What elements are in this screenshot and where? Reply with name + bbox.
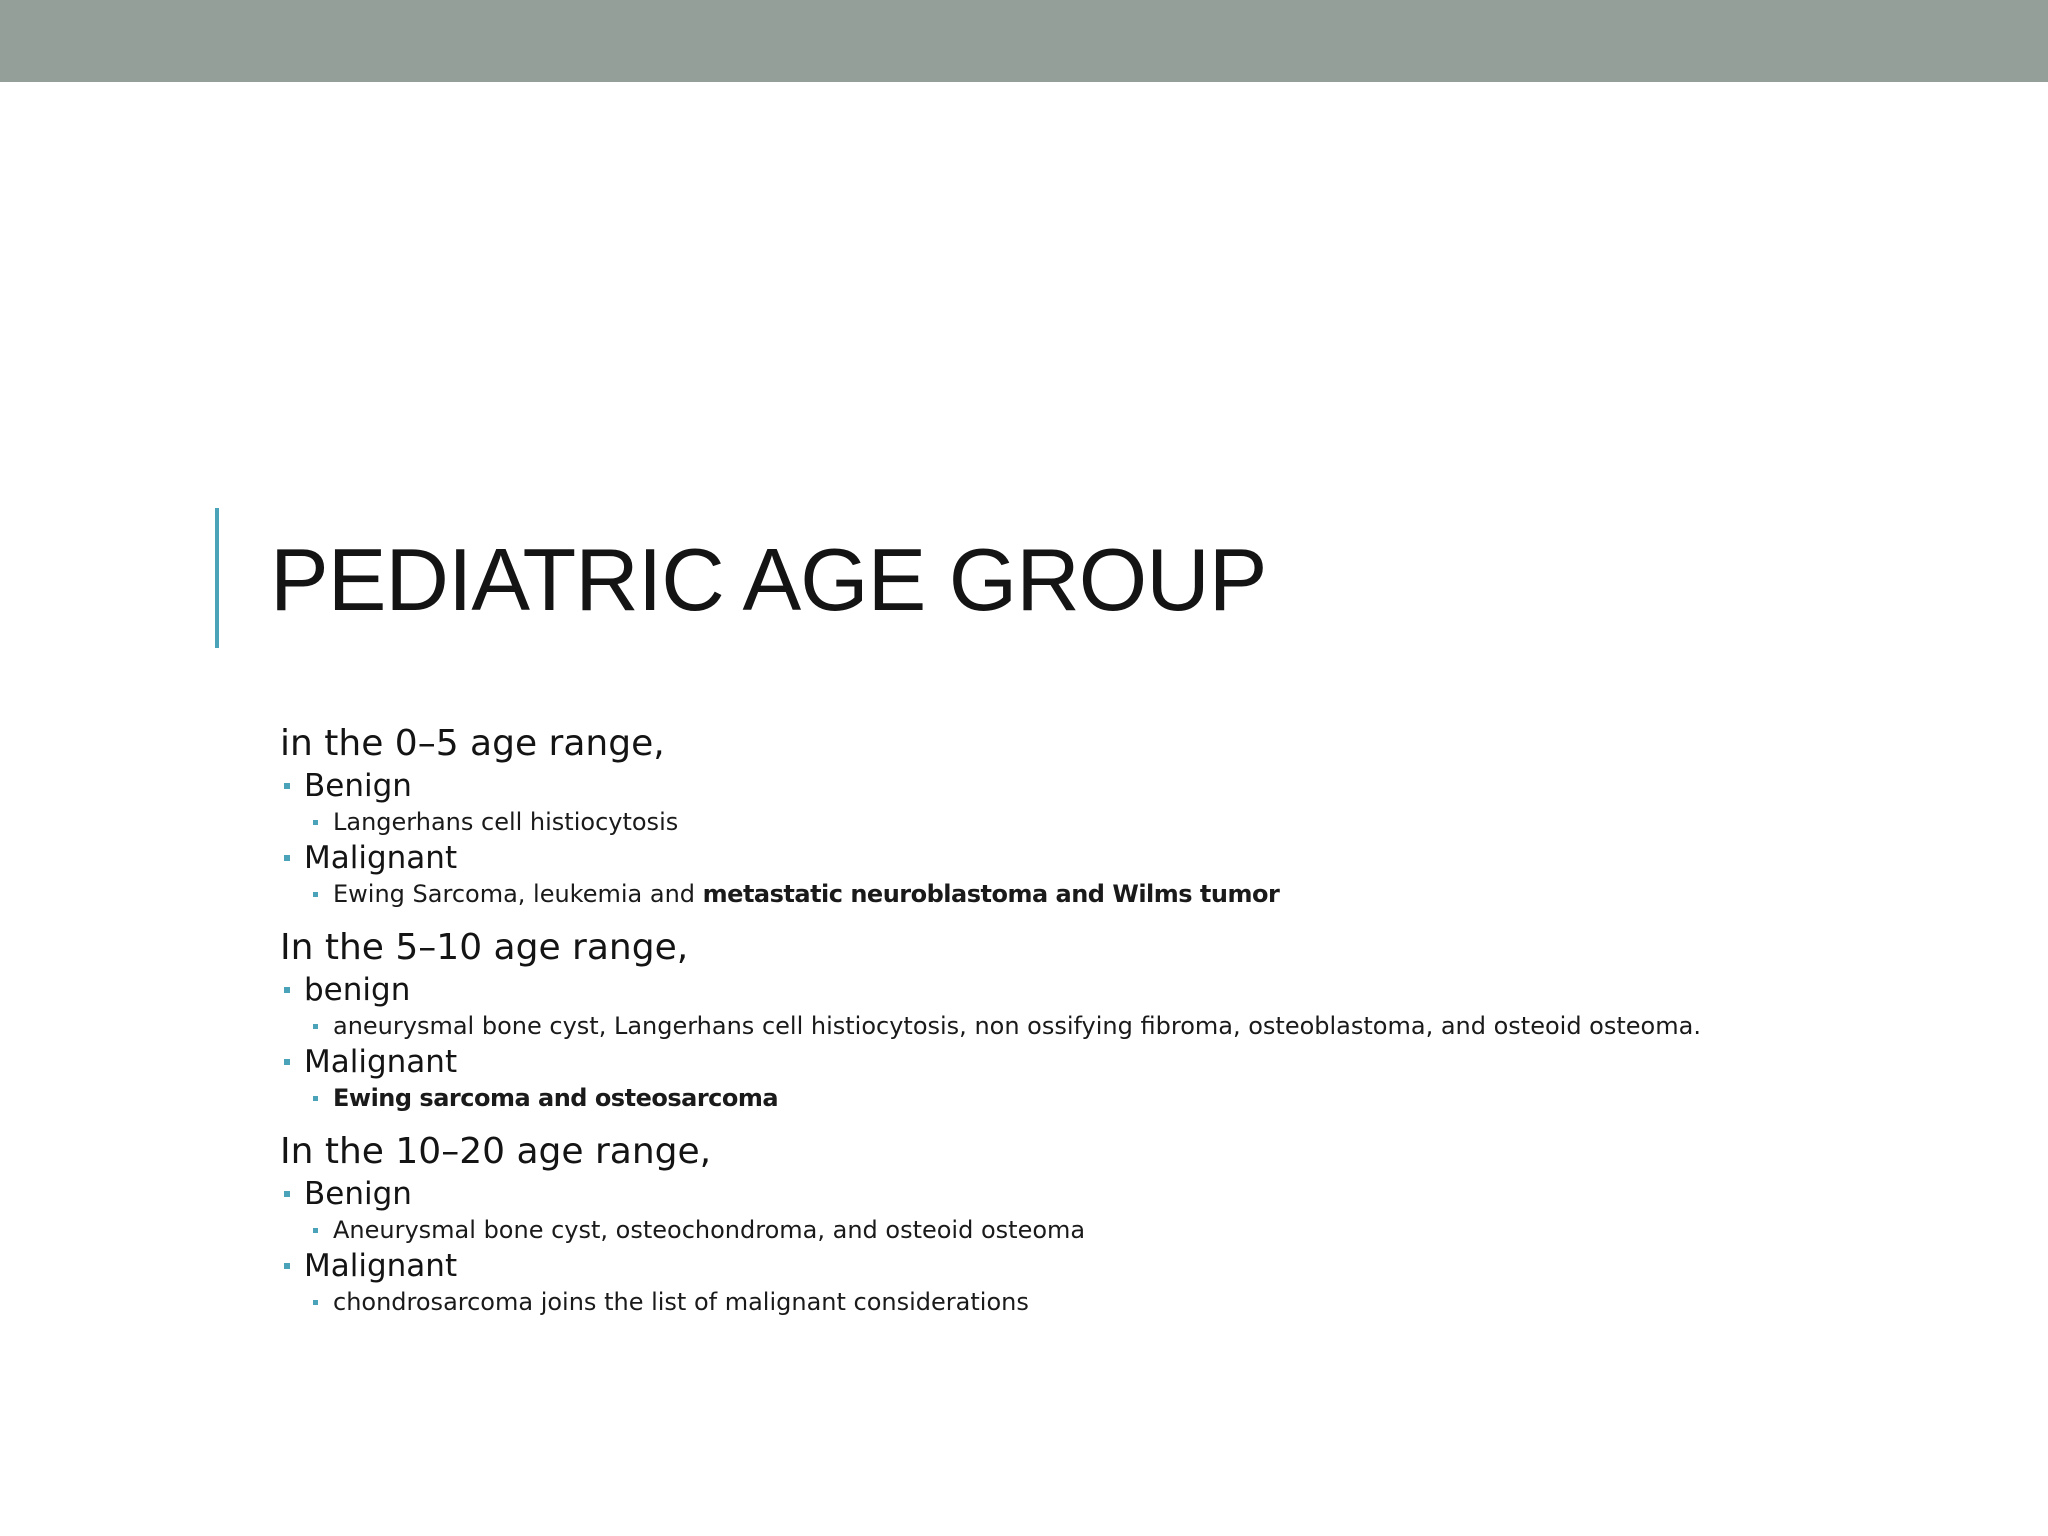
sub-item-text: Ewing Sarcoma, leukemia and <box>333 880 703 908</box>
bullet-icon <box>284 855 290 861</box>
category-label: Malignant <box>304 1248 458 1284</box>
bullet-icon <box>313 892 318 897</box>
sub-item <box>280 1010 2020 1042</box>
sub-item <box>280 1082 2020 1114</box>
sub-item <box>280 878 2020 910</box>
sub-item-bold-text: metastatic neuroblastoma and Wilms tumor <box>702 880 1280 908</box>
top-banner-bar <box>0 0 2048 82</box>
category-label: benign <box>304 972 411 1008</box>
category-item <box>280 1246 2020 1286</box>
category-label: Benign <box>304 768 412 804</box>
bullet-icon <box>284 1263 290 1269</box>
title-accent-line <box>215 508 219 648</box>
bullet-icon <box>284 1191 290 1197</box>
bullet-icon <box>313 1096 318 1101</box>
sub-item <box>280 1214 2020 1246</box>
category-item <box>280 838 2020 878</box>
bullet-icon <box>284 783 290 789</box>
section-heading: in the 0–5 age range, <box>280 723 665 764</box>
category-item <box>280 766 2020 806</box>
section-heading: In the 10–20 age range, <box>280 1131 712 1172</box>
sub-item-text: Langerhans cell histiocytosis <box>333 808 679 836</box>
section-heading: In the 5–10 age range, <box>280 927 689 968</box>
bullet-icon <box>313 1024 318 1029</box>
age-range-section-0-5 <box>280 722 2020 910</box>
bullet-icon <box>284 1059 290 1065</box>
slide-content <box>280 722 2020 1334</box>
sub-item-text: chondrosarcoma joins the list of malignant considerations <box>333 1288 1029 1316</box>
sub-item-text: Aneurysmal bone cyst, osteochondroma, and osteoid osteoma <box>333 1216 1086 1244</box>
category-item <box>280 1042 2020 1082</box>
category-label: Malignant <box>304 1044 458 1080</box>
sub-item <box>280 1286 2020 1318</box>
age-range-section-10-20 <box>280 1130 2020 1318</box>
age-range-section-5-10 <box>280 926 2020 1114</box>
sub-item-text: aneurysmal bone cyst, Langerhans cell histiocytosis, non ossifying fibroma, osteoblastoma, and osteoid osteoma. <box>333 1012 1701 1040</box>
category-item <box>280 1174 2020 1214</box>
slide-title: PEDIATRIC AGE GROUP <box>270 530 1267 629</box>
bullet-icon <box>284 987 290 993</box>
category-label: Benign <box>304 1176 412 1212</box>
category-item <box>280 970 2020 1010</box>
bullet-icon <box>313 1300 318 1305</box>
bullet-icon <box>313 1228 318 1233</box>
sub-item-bold-text: Ewing sarcoma and osteosarcoma <box>333 1084 779 1112</box>
category-label: Malignant <box>304 840 458 876</box>
sub-item <box>280 806 2020 838</box>
bullet-icon <box>313 820 318 825</box>
